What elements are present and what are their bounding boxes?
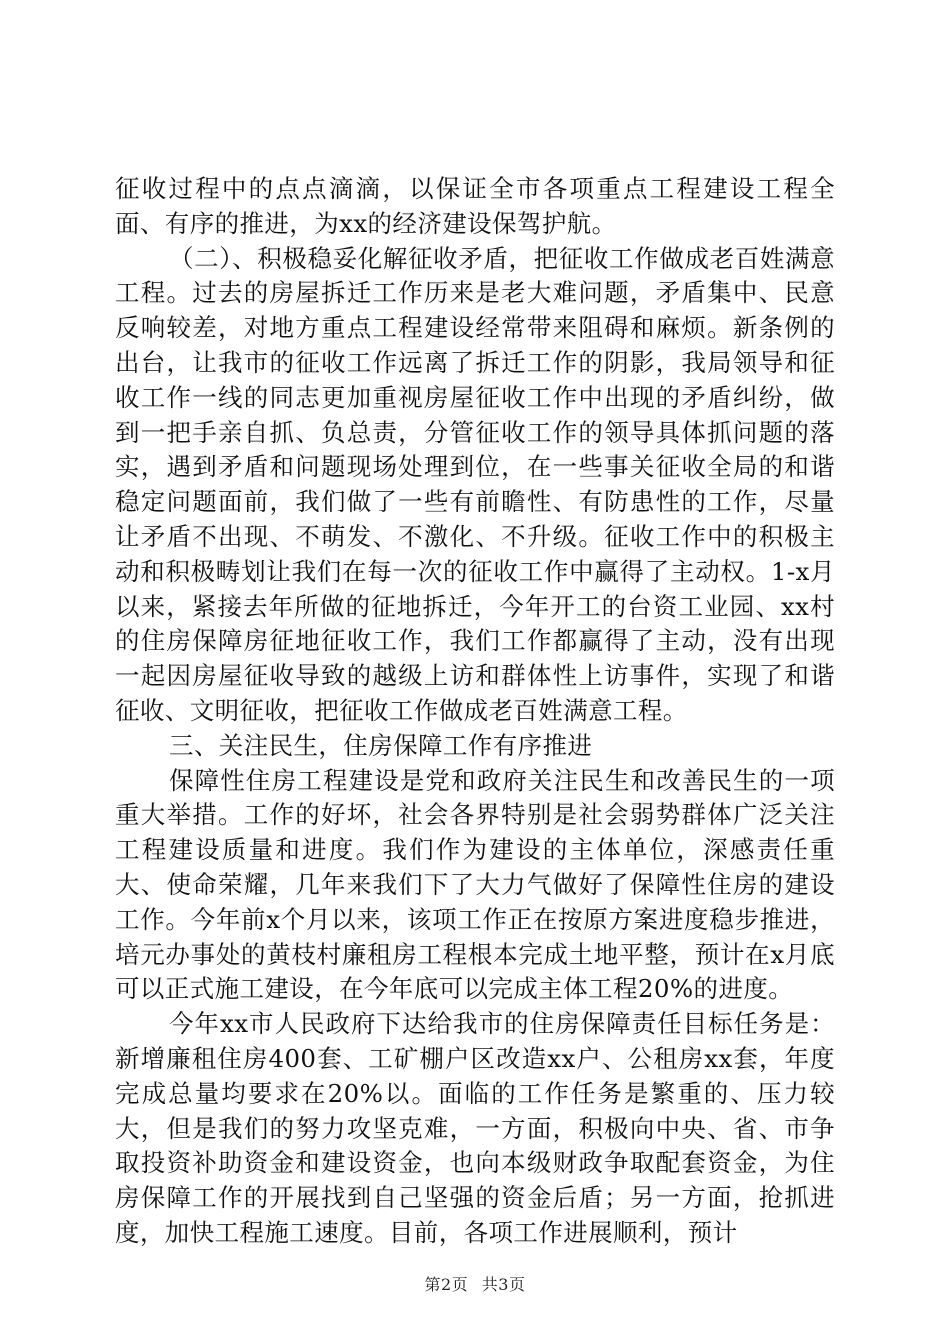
section-heading-three: 三、关注民生，住房保障工作有序推进: [169, 730, 593, 760]
paragraph-housing-construction: 保障性住房工程建设是党和政府关注民生和改善民生的一项重大举措。工作的好坏，社会各界特别是社会弱势群体广泛关注工程建设质量和进度。我们作为建设的主体单位，深感责任重大、使命荣耀，几年来我们下了大力气做好了保障性住房的建设工作。今年前x个月以来，该项工作正在按原方案进度稳步推进，培元办事处的黄枝村廉租房工程根本完成土地平整，预计在x月底可以正式施工建设，在今年底可以完成主体工程20%的进度。: [115, 765, 835, 1004]
paragraph-continuation: 征收过程中的点点滴滴，以保证全市各项重点工程建设工程全面、有序的推进，为xx的经济建设保驾护航。: [115, 174, 835, 238]
document-body: [115, 172, 835, 1251]
page-number: 第2页: [424, 1275, 469, 1294]
page-footer: [0, 1272, 950, 1295]
page-total: 共3页: [481, 1275, 526, 1294]
paragraph-section-two: （二）、积极稳妥化解征收矛盾，把征收工作做成老百姓满意工程。过去的房屋拆迁工作历来是老大难问题，矛盾集中、民意反响较差，对地方重点工程建设经常带来阻碍和麻烦。新条例的出台，让我市的征收工作远离了拆迁工作的阴影，我局领导和征收工作一线的同志更加重视房屋征收工作中出现的矛盾纠纷，做到一把手亲自抓、负总责，分管征收工作的领导具体抓问题的落实，遇到矛盾和问题现场处理到位，在一些事关征收全局的和谐稳定问题面前，我们做了一些有前瞻性、有防患性的工作，尽量让矛盾不出现、不萌发、不激化、不升级。征收工作中的积极主动和积极畴划让我们在每一次的征收工作中赢得了主动权。1-x月以来，紧接去年所做的征地拆迁，今年开工的台资工业园、xx村的住房保障房征地征收工作，我们工作都赢得了主动，没有出现一起因房屋征收导致的越级上访和群体性上访事件，实现了和谐征收、文明征收，把征收工作做成老百姓满意工程。: [115, 243, 835, 725]
paragraph-housing-targets: 今年xx市人民政府下达给我市的住房保障责任目标任务是：新增廉租住房400套、工矿棚户区改造xx户、公租房xx套，年度完成总量均要求在20%以。面临的工作任务是繁重的、压力较大，但是我们的努力攻坚克难，一方面，积极向中央、省、市争取投资补助资金和建设资金，也向本级财政争取配套资金，为住房保障工作的开展找到自己坚强的资金后盾；另一方面，抢抓进度，加快工程施工速度。目前，各项工作进展顺利，预计: [115, 1009, 835, 1247]
